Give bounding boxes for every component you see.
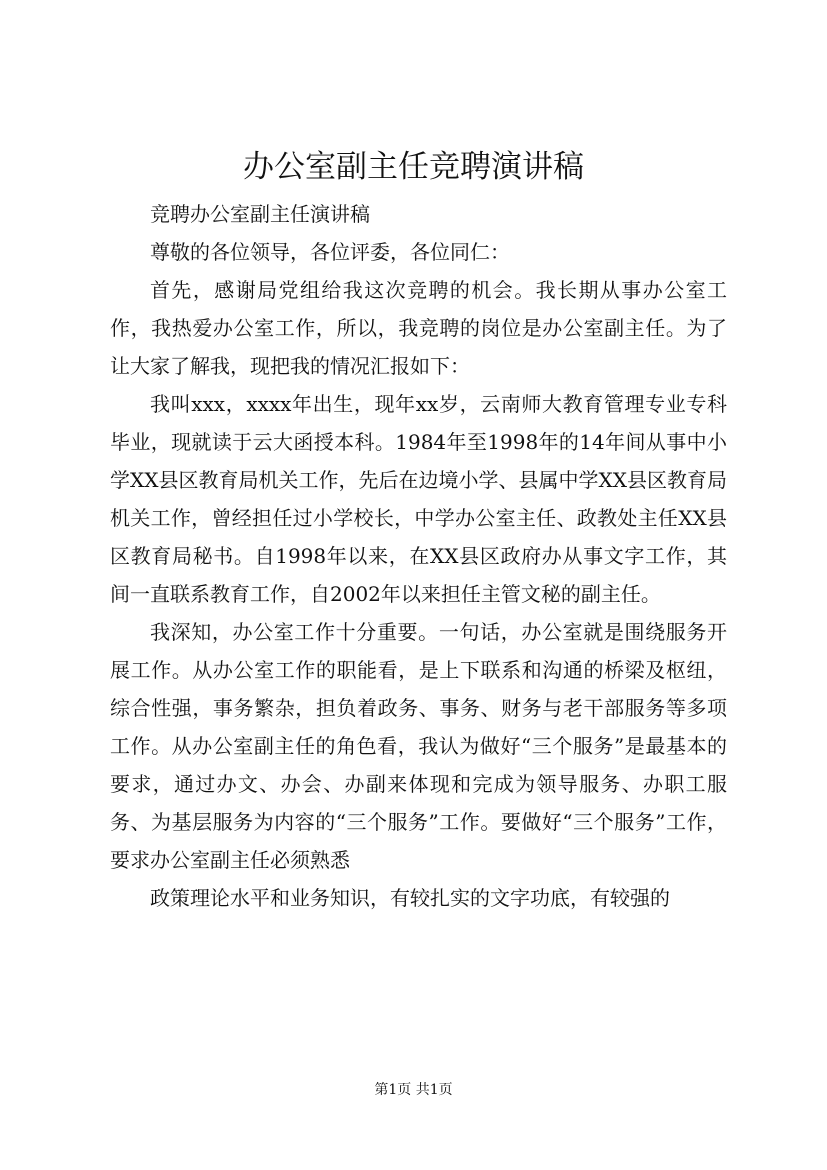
paragraph-intro: 首先，感谢局党组给我这次竞聘的机会。我长期从事办公室工作，我热爱办公室工作，所以，我竞聘的岗位是办公室副主任。为了让大家了解我，现把我的情况汇报如下： bbox=[110, 278, 727, 378]
paragraph-requirements: 政策理论水平和业务知识，有较扎实的文字功底，有较强的 bbox=[150, 886, 670, 910]
document-body bbox=[110, 195, 727, 917]
paragraph-subtitle: 竞聘办公室副主任演讲稿 bbox=[150, 202, 370, 226]
page-footer: 第1页 共1页 bbox=[374, 1082, 453, 1098]
paragraph-understanding: 我深知，办公室工作十分重要。一句话，办公室就是围绕服务开展工作。从办公室工作的职能看，是上下联系和沟通的桥梁及枢纽，综合性强，事务繁杂，担负着政务、事务、财务与老干部服务等多项工作。从办公室副主任的角色看，我认为做好“三个服务”是最基本的要求，通过办文、办会、办副来体现和完成为领导服务、办职工服务、为基层服务为内容的“三个服务”工作。要做好“三个服务”工作，要求办公室副主任必须熟悉 bbox=[110, 620, 727, 872]
paragraph-background: 我叫xxx，xxxx年出生，现年xx岁，云南师大教育管理专业专科毕业，现就读于云大函授本科。1984年至1998年的14年间从事中小学XX县区教育局机关工作，先后在边境小学、县属中学XX县区教育局机关工作，曾经担任过小学校长，中学办公室主任、政教处主任XX县区教育局秘书。自1998年以来，在XX县区政府办从事文字工作，其间一直联系教育工作，自2002年以来担任主管文秘的副主任。 bbox=[110, 392, 727, 606]
paragraph-salutation: 尊敬的各位领导，各位评委，各位同仁： bbox=[150, 240, 510, 264]
document-title: 办公室副主任竞聘演讲稿 bbox=[243, 149, 584, 185]
